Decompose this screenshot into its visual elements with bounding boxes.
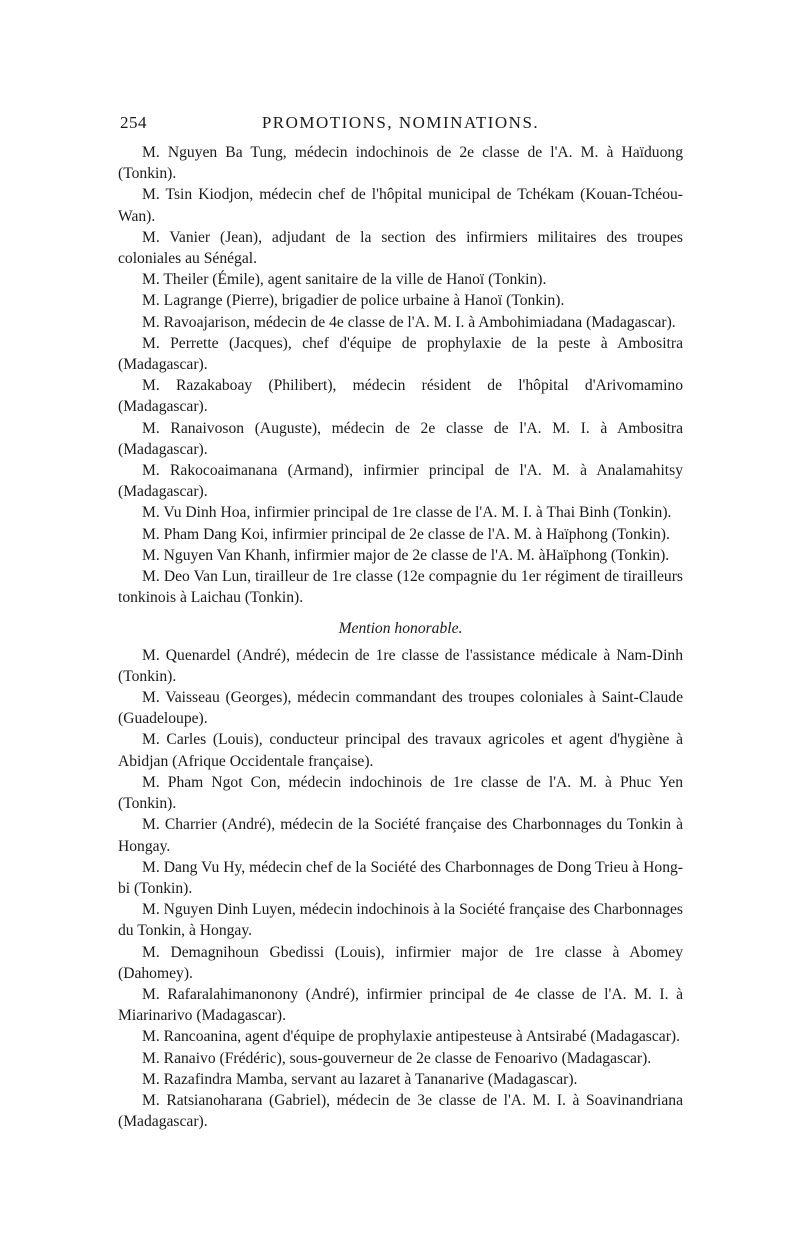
entry-rancoanina: M. Rancoanina, agent d'équipe de prophylaxie antipesteuse à Antsirabé (Madagascar). xyxy=(142,1028,680,1046)
entry-lagrange: M. Lagrange (Pierre), brigadier de police urbaine à Hanoï (Tonkin). xyxy=(142,292,565,310)
entry-rakocoaimanana: M. Rakocoaimanana (Armand), infirmier principal de l'A. M. à Analamahitsy (Madagascar). xyxy=(118,462,683,501)
entry-ranaivoson: M. Ranaivoson (Auguste), médecin de 2e classe de l'A. M. I. à Ambositra (Madagascar). xyxy=(118,419,683,458)
entry-pham-dang-koi: M. Pham Dang Koi, infirmier principal de 2e classe de l'A. M. à Haïphong (Tonkin). xyxy=(142,525,670,543)
nominations-list xyxy=(118,142,683,608)
entry-vaisseau: M. Vaisseau (Georges), médecin commandant des troupes coloniales à Saint-Claude (Guadeloupe). xyxy=(118,689,683,728)
entry-nguyen-van-khanh: M. Nguyen Van Khanh, infirmier major de 2e classe de l'A. M. àHaïphong (Tonkin). xyxy=(142,546,670,564)
running-title: PROMOTIONS, NOMINATIONS. xyxy=(261,113,540,132)
page-number: 254 xyxy=(120,113,147,132)
entry-deo-van-lun: M. Deo Van Lun, tirailleur de 1re classe (12e compagnie du 1er régiment de tirailleurs tonkinois à Laichau (Tonkin). xyxy=(118,568,683,607)
entry-quenardel: M. Quenardel (André), médecin de 1re classe de l'assistance médicale à Nam-Dinh (Tonkin). xyxy=(118,646,683,685)
entry-pham-ngot-con: M. Pham Ngot Con, médecin indochinois de 1re classe de l'A. M. à Phuc Yen (Tonkin). xyxy=(118,773,683,813)
entry-vanier: M. Vanier (Jean), adjudant de la section des infirmiers militaires des troupes coloniales au Sénégal. xyxy=(118,228,683,268)
entry-ravoajarison: M. Ravoajarison, médecin de 4e classe de l'A. M. I. à Ambohimiadana (Madagascar). xyxy=(142,313,676,331)
entry-vu-dinh-hoa: M. Vu Dinh Hoa, infirmier principal de 1re classe de l'A. M. I. à Thai Binh (Tonkin). xyxy=(142,504,672,522)
entry-dang-vu-hy: M. Dang Vu Hy, médecin chef de la Société des Charbonnages de Dong Trieu à Hong-bi (Tonkin). xyxy=(118,858,683,897)
entry-theiler: M. Theiler (Émile), agent sanitaire de la ville de Hanoï (Tonkin). xyxy=(142,271,547,289)
section-heading: Mention honorable. xyxy=(338,620,463,638)
entry-demagnihoun-gbedissi: M. Demagnihoun Gbedissi (Louis), infirmier major de 1re classe à Abomey (Dahomey). xyxy=(118,943,683,982)
entry-rafaralahimanonony: M. Rafaralahimanonony (André), infirmier principal de 4e classe de l'A. M. I. à Miarinarivo (Madagascar). xyxy=(118,985,683,1025)
entry-carles: M. Carles (Louis), conducteur principal des travaux agricoles et agent d'hygiène à Abidjan (Afrique Occidentale française). xyxy=(118,731,683,770)
entry-ranaivo: M. Ranaivo (Frédéric), sous-gouverneur de 2e classe de Fenoarivo (Madagascar). xyxy=(142,1049,652,1067)
page-header xyxy=(118,112,683,142)
entry-ratsianoharana: M. Ratsianoharana (Gabriel), médecin de 3e classe de l'A. M. I. à Soavinandriana (Madagascar). xyxy=(118,1091,683,1131)
entry-nguyen-ba-tung: M. Nguyen Ba Tung, médecin indochinois de 2e classe de l'A. M. à Haïduong (Tonkin). xyxy=(118,144,683,183)
entry-nguyen-dinh-luyen: M. Nguyen Dinh Luyen, médecin indochinois à la Société française des Charbonnages du Tonkin, à Hongay. xyxy=(118,901,683,940)
entry-charrier: M. Charrier (André), médecin de la Société française des Charbonnages du Tonkin à Hongay. xyxy=(118,816,683,855)
mentions-list xyxy=(118,645,683,1133)
entry-razafindra-mamba: M. Razafindra Mamba, servant au lazaret à Tananarive (Madagascar). xyxy=(142,1070,578,1088)
entry-razakaboay: M. Razakaboay (Philibert), médecin résident de l'hôpital d'Arivomamino (Madagascar). xyxy=(118,377,683,416)
document-page xyxy=(118,112,683,1132)
entry-perrette: M. Perrette (Jacques), chef d'équipe de prophylaxie de la peste à Ambositra (Madagascar). xyxy=(118,334,683,374)
entry-tsin-kiodjon: M. Tsin Kiodjon, médecin chef de l'hôpital municipal de Tchékam (Kouan-Tchéou-Wan). xyxy=(118,186,683,225)
